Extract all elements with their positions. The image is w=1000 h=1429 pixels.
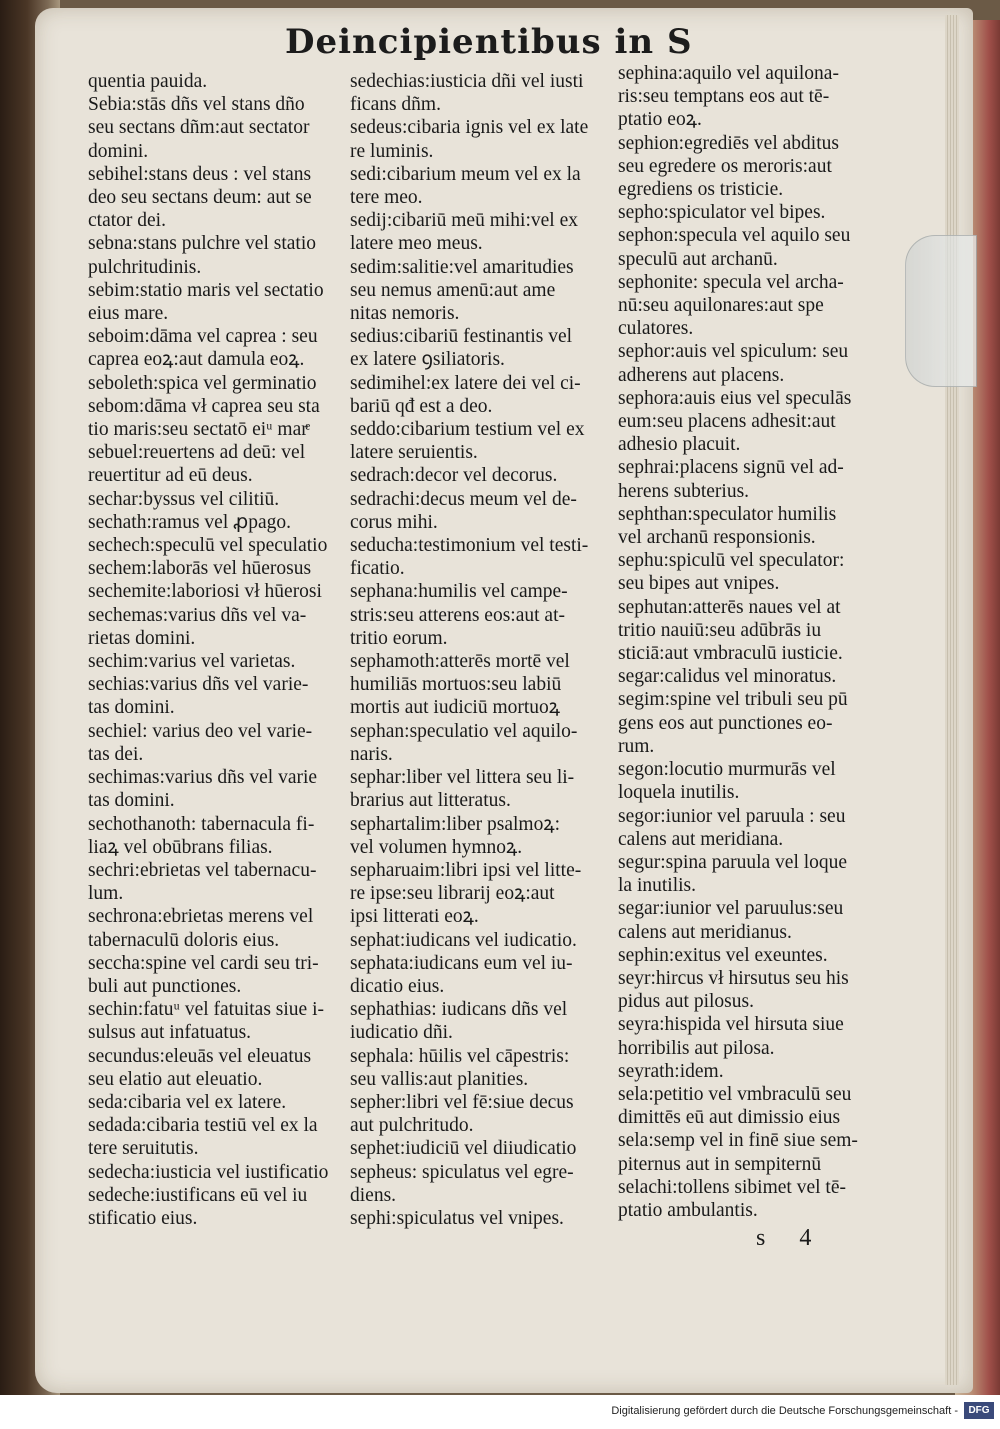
text-line: dimittēs eū aut dimissio eius bbox=[618, 1107, 841, 1129]
text-line: sebim:statio maris vel sectatio bbox=[88, 279, 324, 301]
text-line: sedeche:iustificans eū vel iu bbox=[88, 1184, 308, 1206]
text-line: sedimihel:ex latere dei vel ci- bbox=[350, 372, 581, 394]
text-line: sechimas:varius dñs vel varie bbox=[88, 767, 318, 789]
text-line: seducha:testimonium vel testi- bbox=[350, 535, 589, 557]
text-line: ficans dñm. bbox=[350, 94, 441, 116]
text-line: sechrona:ebrietas merens vel bbox=[88, 906, 314, 928]
text-line: selachi:tollens sibimet vel tē- bbox=[618, 1176, 846, 1198]
text-line: segim:spine vel tribuli seu pū bbox=[618, 689, 848, 711]
text-line: sechem:laborās vel hūerosus bbox=[88, 558, 312, 580]
text-line: pulchritudinis. bbox=[88, 256, 202, 278]
text-line: sedij:cibariū meū mihi:vel ex bbox=[350, 210, 578, 232]
text-line: sela:semp vel in finē siue sem- bbox=[618, 1130, 858, 1152]
text-line: ctator dei. bbox=[88, 210, 166, 232]
text-line: rum. bbox=[618, 735, 655, 757]
text-line: sepher:libri vel fē:siue decus bbox=[350, 1091, 574, 1113]
text-line: seyr:hircus vł hirsutus seu his bbox=[618, 967, 849, 989]
text-line: sedecha:iusticia vel iustificatio bbox=[88, 1161, 329, 1183]
text-line: nitas nemoris. bbox=[350, 303, 460, 325]
text-line: loquela inutilis. bbox=[618, 782, 740, 804]
text-line: sechin:fatuᵘ vel fatuitas siue i- bbox=[88, 999, 324, 1021]
text-line: sephartalim:liber psalmoꝝ: bbox=[350, 813, 561, 835]
text-line: adhesio placuit. bbox=[618, 434, 741, 456]
dfg-logo-icon[interactable]: DFG bbox=[964, 1402, 994, 1419]
text-line: dicatio eius. bbox=[350, 975, 445, 997]
text-line: deo seu sectans deum: aut se bbox=[88, 187, 312, 209]
text-line: gens eos aut punctiones eo- bbox=[618, 712, 833, 734]
text-line: segon:locutio murmurās vel bbox=[618, 759, 836, 781]
text-line: sephat:iudicans vel iudicatio. bbox=[350, 929, 577, 951]
text-line: eum:seu placens adhesit:aut bbox=[618, 411, 836, 433]
text-line: tabernaculū doloris eius. bbox=[88, 929, 280, 951]
text-line: sedada:cibaria testiū vel ex la bbox=[88, 1115, 318, 1137]
text-line: seu nemus amenū:aut ame bbox=[350, 279, 556, 301]
text-line: sephin:exitus vel exeuntes. bbox=[618, 944, 828, 966]
text-line: sephar:liber vel littera seu li- bbox=[350, 767, 575, 789]
text-line: seu sectans dñm:aut sectator bbox=[88, 117, 310, 139]
text-line: reuertitur ad eū deus. bbox=[88, 465, 253, 487]
text-line: sechothanoth: tabernacula fi- bbox=[88, 813, 315, 835]
text-line: seu elatio aut eleuatio. bbox=[88, 1068, 263, 1090]
text-line: sechri:ebrietas vel tabernacu- bbox=[88, 859, 317, 881]
text-line: seboleth:spica vel germinatio bbox=[88, 372, 317, 394]
text-line: sephion:egrediēs vel abditus bbox=[618, 132, 839, 154]
text-line: corus mihi. bbox=[350, 511, 438, 533]
text-line: tas domini. bbox=[88, 697, 175, 719]
text-line: seddo:cibarium testium vel ex bbox=[350, 419, 585, 441]
text-line: sephon:specula vel aquilo seu bbox=[618, 225, 851, 247]
text-line: sechemite:laboriosi vł hūerosi bbox=[88, 581, 322, 603]
text-line: segor:iunior vel paruula : seu bbox=[618, 805, 846, 827]
text-line: sepho:spiculator vel bipes. bbox=[618, 202, 826, 224]
text-line: sephamoth:atterēs mortē vel bbox=[350, 651, 570, 673]
text-line: sephrai:placens signū vel ad- bbox=[618, 457, 844, 479]
text-line: sephthan:speculator humilis bbox=[618, 503, 837, 525]
text-line: sepharuaim:libri ipsi vel litte- bbox=[350, 859, 582, 881]
text-line: sephathias: iudicans dñs vel bbox=[350, 999, 568, 1021]
text-line: naris. bbox=[350, 743, 393, 765]
text-line: stificatio eius. bbox=[88, 1207, 198, 1229]
text-line: tere seruitutis. bbox=[88, 1138, 199, 1160]
text-line: sulsus aut infatuatus. bbox=[88, 1022, 252, 1044]
text-line: seccha:spine vel cardi seu tri- bbox=[88, 952, 319, 974]
text-line: culatores. bbox=[618, 318, 694, 340]
text-line: sephonite: specula vel archa- bbox=[618, 271, 844, 293]
text-column-1 bbox=[88, 70, 350, 1230]
text-line: re ipse:seu librarij eoꝝ:aut bbox=[350, 883, 555, 905]
text-line: domini. bbox=[88, 140, 149, 162]
text-line: sechias:varius dñs vel varie- bbox=[88, 674, 309, 696]
text-line: tritio eorum. bbox=[350, 627, 448, 649]
text-line: sedius:cibariū festinantis vel bbox=[350, 326, 573, 348]
text-line: sechar:byssus vel cilitiū. bbox=[88, 488, 280, 510]
text-line: pidus aut pilosus. bbox=[618, 991, 754, 1013]
text-line: sephora:auis eius vel speculās bbox=[618, 387, 852, 409]
text-column-2 bbox=[350, 70, 620, 1230]
text-line: sephet:iudiciū vel diiudicatio bbox=[350, 1138, 577, 1160]
text-line: liaꝝ vel obūbrans filias. bbox=[88, 836, 273, 858]
text-line: sedim:salitie:vel amaritudies bbox=[350, 256, 574, 278]
text-line: eius mare. bbox=[88, 303, 169, 325]
text-line: sephor:auis vel spiculum: seu bbox=[618, 341, 849, 363]
text-line: diens. bbox=[350, 1184, 397, 1206]
signature-mark: s 4 bbox=[756, 1225, 826, 1251]
text-line: humiliās mortuos:seu labiū bbox=[350, 674, 562, 696]
text-line: herens subterius. bbox=[618, 480, 750, 502]
text-line: piternus aut in sempiternū bbox=[618, 1153, 822, 1175]
text-line: seu egredere os meroris:aut bbox=[618, 155, 832, 177]
text-line: sebihel:stans deus : vel stans bbox=[88, 163, 312, 185]
text-line: sedrach:decor vel decorus. bbox=[350, 465, 558, 487]
text-line: ipsi litterati eoꝝ. bbox=[350, 906, 479, 928]
text-line: re luminis. bbox=[350, 140, 434, 162]
text-line: sedi:cibarium meum vel ex la bbox=[350, 163, 581, 185]
text-line: vel archanū responsionis. bbox=[618, 527, 816, 549]
text-line: sebom:dāma vł caprea seu sta bbox=[88, 395, 320, 417]
text-line: sechech:speculū vel speculatio bbox=[88, 535, 328, 557]
text-line: stris:seu atterens eos:aut at- bbox=[350, 604, 565, 626]
text-line: segar:calidus vel minoratus. bbox=[618, 666, 837, 688]
text-line: sela:petitio vel vmbraculū seu bbox=[618, 1083, 852, 1105]
text-line: brarius aut litteratus. bbox=[350, 790, 511, 812]
text-line: iudicatio dñi. bbox=[350, 1022, 453, 1044]
text-line: secundus:eleuās vel eleuatus bbox=[88, 1045, 312, 1067]
text-line: adherens aut placens. bbox=[618, 364, 785, 386]
text-line: speculū aut archanū. bbox=[618, 248, 778, 270]
text-line: sephana:humilis vel campe- bbox=[350, 581, 568, 603]
text-line: aut pulchritudo. bbox=[350, 1115, 474, 1137]
text-line: la inutilis. bbox=[618, 875, 696, 897]
page-clip bbox=[905, 235, 977, 387]
text-line: lum. bbox=[88, 883, 124, 905]
text-line: segar:iunior vel paruulus:seu bbox=[618, 898, 844, 920]
text-line: segur:spina paruula vel loque bbox=[618, 851, 848, 873]
text-line: buli aut punctiones. bbox=[88, 975, 242, 997]
page-edges bbox=[945, 15, 959, 1385]
text-line: ptatio ambulantis. bbox=[618, 1199, 758, 1221]
text-line: tere meo. bbox=[350, 187, 423, 209]
text-line: calens aut meridiana. bbox=[618, 828, 784, 850]
text-line: sedrachi:decus meum vel de- bbox=[350, 488, 577, 510]
text-line: tas domini. bbox=[88, 790, 175, 812]
text-line: seyrath:idem. bbox=[618, 1060, 724, 1082]
text-line: sephata:iudicans eum vel iu- bbox=[350, 952, 573, 974]
text-line: sephu:spiculū vel speculator: bbox=[618, 550, 845, 572]
text-line: sephala: hūilis vel cāpestris: bbox=[350, 1045, 570, 1067]
text-line: seu vallis:aut planities. bbox=[350, 1068, 529, 1090]
text-line: rietas domini. bbox=[88, 627, 196, 649]
text-line: sechemas:varius dñs vel va- bbox=[88, 604, 307, 626]
text-line: seboim:dāma vel caprea : seu bbox=[88, 326, 318, 348]
text-line: bariū qđ est a deo. bbox=[350, 395, 493, 417]
footer-bar bbox=[0, 1395, 1000, 1429]
text-line: ptatio eoꝝ. bbox=[618, 109, 702, 131]
text-line: caprea eoꝝ:aut damula eoꝝ. bbox=[88, 349, 305, 371]
text-line: vel volumen hymnoꝝ. bbox=[350, 836, 523, 858]
text-line: Sebia:stās dñs vel stans dño bbox=[88, 94, 305, 116]
text-line: calens aut meridianus. bbox=[618, 921, 792, 943]
text-line: sebuel:reuertens ad deū: vel bbox=[88, 442, 306, 464]
text-line: sephutan:atterēs naues vel at bbox=[618, 596, 841, 618]
text-line: sticiā:aut vmbraculū iusticie. bbox=[618, 643, 843, 665]
text-line: sechath:ramus vel ꝓpago. bbox=[88, 511, 291, 533]
running-header: Deincipientibus in S bbox=[285, 22, 693, 62]
text-column-3 bbox=[618, 62, 890, 1222]
text-line: tas dei. bbox=[88, 743, 144, 765]
text-line: sephina:aquilo vel aquilona- bbox=[618, 63, 839, 84]
text-line: sebna:stans pulchre vel statio bbox=[88, 233, 316, 255]
text-line: seda:cibaria vel ex latere. bbox=[88, 1091, 287, 1113]
text-line: sepheus: spiculatus vel egre- bbox=[350, 1161, 574, 1183]
text-line: egrediens os tristicie. bbox=[618, 179, 784, 201]
text-line: sephan:speculatio vel aquilo- bbox=[350, 720, 578, 742]
text-line: seu bipes aut vnipes. bbox=[618, 573, 780, 595]
text-line: tio maris:seu sectatō eiᵘ marͤ bbox=[88, 419, 308, 441]
text-line: sechim:varius vel varietas. bbox=[88, 651, 296, 673]
text-line: sechiel: varius deo vel varie- bbox=[88, 720, 313, 742]
text-line: sedechias:iusticia dñi vel iusti bbox=[350, 71, 584, 92]
text-line: seyra:hispida vel hirsuta siue bbox=[618, 1014, 844, 1036]
text-line: quentia pauida. bbox=[88, 71, 208, 92]
text-line: ficatio. bbox=[350, 558, 405, 580]
text-line: tritio nauiū:seu adūbrās iu bbox=[618, 619, 822, 641]
text-line: sephi:spiculatus vel vnipes. bbox=[350, 1207, 564, 1229]
text-line: nū:seu aquilonares:aut spe bbox=[618, 295, 824, 317]
text-line: latere meo meus. bbox=[350, 233, 483, 255]
text-line: sedeus:cibaria ignis vel ex late bbox=[350, 117, 589, 139]
footer-credit: Digitalisierung gefördert durch die Deutsche Forschungsgemeinschaft - bbox=[611, 1405, 958, 1417]
text-line: ex latere ꝯsiliatoris. bbox=[350, 349, 505, 371]
text-line: horribilis aut pilosa. bbox=[618, 1037, 775, 1059]
text-line: mortis aut iudiciū mortuoꝝ bbox=[350, 697, 561, 719]
text-line: latere seruientis. bbox=[350, 442, 478, 464]
text-line: ris:seu temptans eos aut tē- bbox=[618, 86, 830, 108]
